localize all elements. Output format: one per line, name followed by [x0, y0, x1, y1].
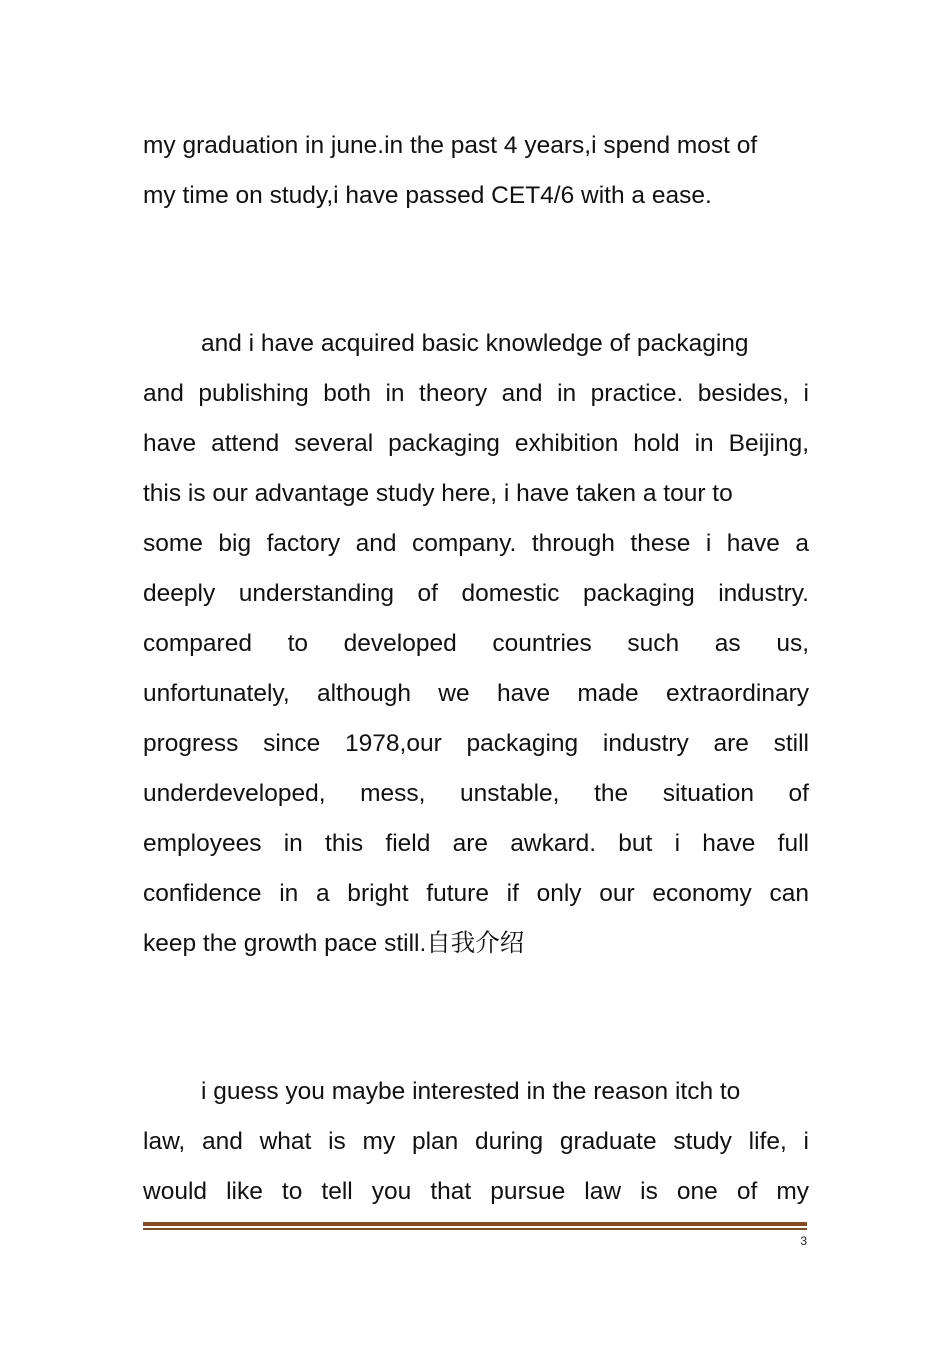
text-line: my graduation in june.in the past 4 years,i spend most of: [143, 132, 758, 159]
text-line: i guess you maybe interested in the reason itch to: [201, 1078, 741, 1105]
text-line: and publishing both in theory and in practice. besides, i: [143, 380, 809, 407]
text-line: unfortunately, although we have made extraordinary: [143, 680, 809, 707]
text-line: would like to tell you that pursue law is one of my: [143, 1178, 809, 1205]
footer-rule: [143, 1222, 807, 1230]
text-line: this is our advantage study here, i have taken a tour to: [143, 480, 733, 507]
paragraph-1: [143, 121, 823, 221]
footer-rule-thick: [143, 1222, 807, 1226]
text-line: confidence in a bright future if only our economy can: [143, 880, 809, 907]
page-number: 3: [800, 1234, 807, 1248]
text-line: compared to developed countries such as us,: [143, 630, 809, 657]
text-line: and i have acquired basic knowledge of packaging: [201, 330, 749, 357]
text-line: employees in this field are awkard. but i have full: [143, 830, 809, 857]
text-line: some big factory and company. through these i have a: [143, 530, 809, 557]
text-line: my time on study,i have passed CET4/6 with a ease.: [143, 182, 712, 209]
paragraph-2: [143, 319, 809, 969]
text-line: law, and what is my plan during graduate study life, i: [143, 1128, 809, 1155]
paragraph-3: [143, 1067, 809, 1217]
text-line: deeply understanding of domestic packaging industry.: [143, 580, 809, 607]
text-line: keep the growth pace still.自我介绍: [143, 930, 525, 957]
text-line: progress since 1978,our packaging industry are still: [143, 730, 809, 757]
text-line: underdeveloped, mess, unstable, the situation of: [143, 780, 809, 807]
text-line: have attend several packaging exhibition hold in Beijing,: [143, 430, 809, 457]
footer-rule-thin: [143, 1228, 807, 1230]
